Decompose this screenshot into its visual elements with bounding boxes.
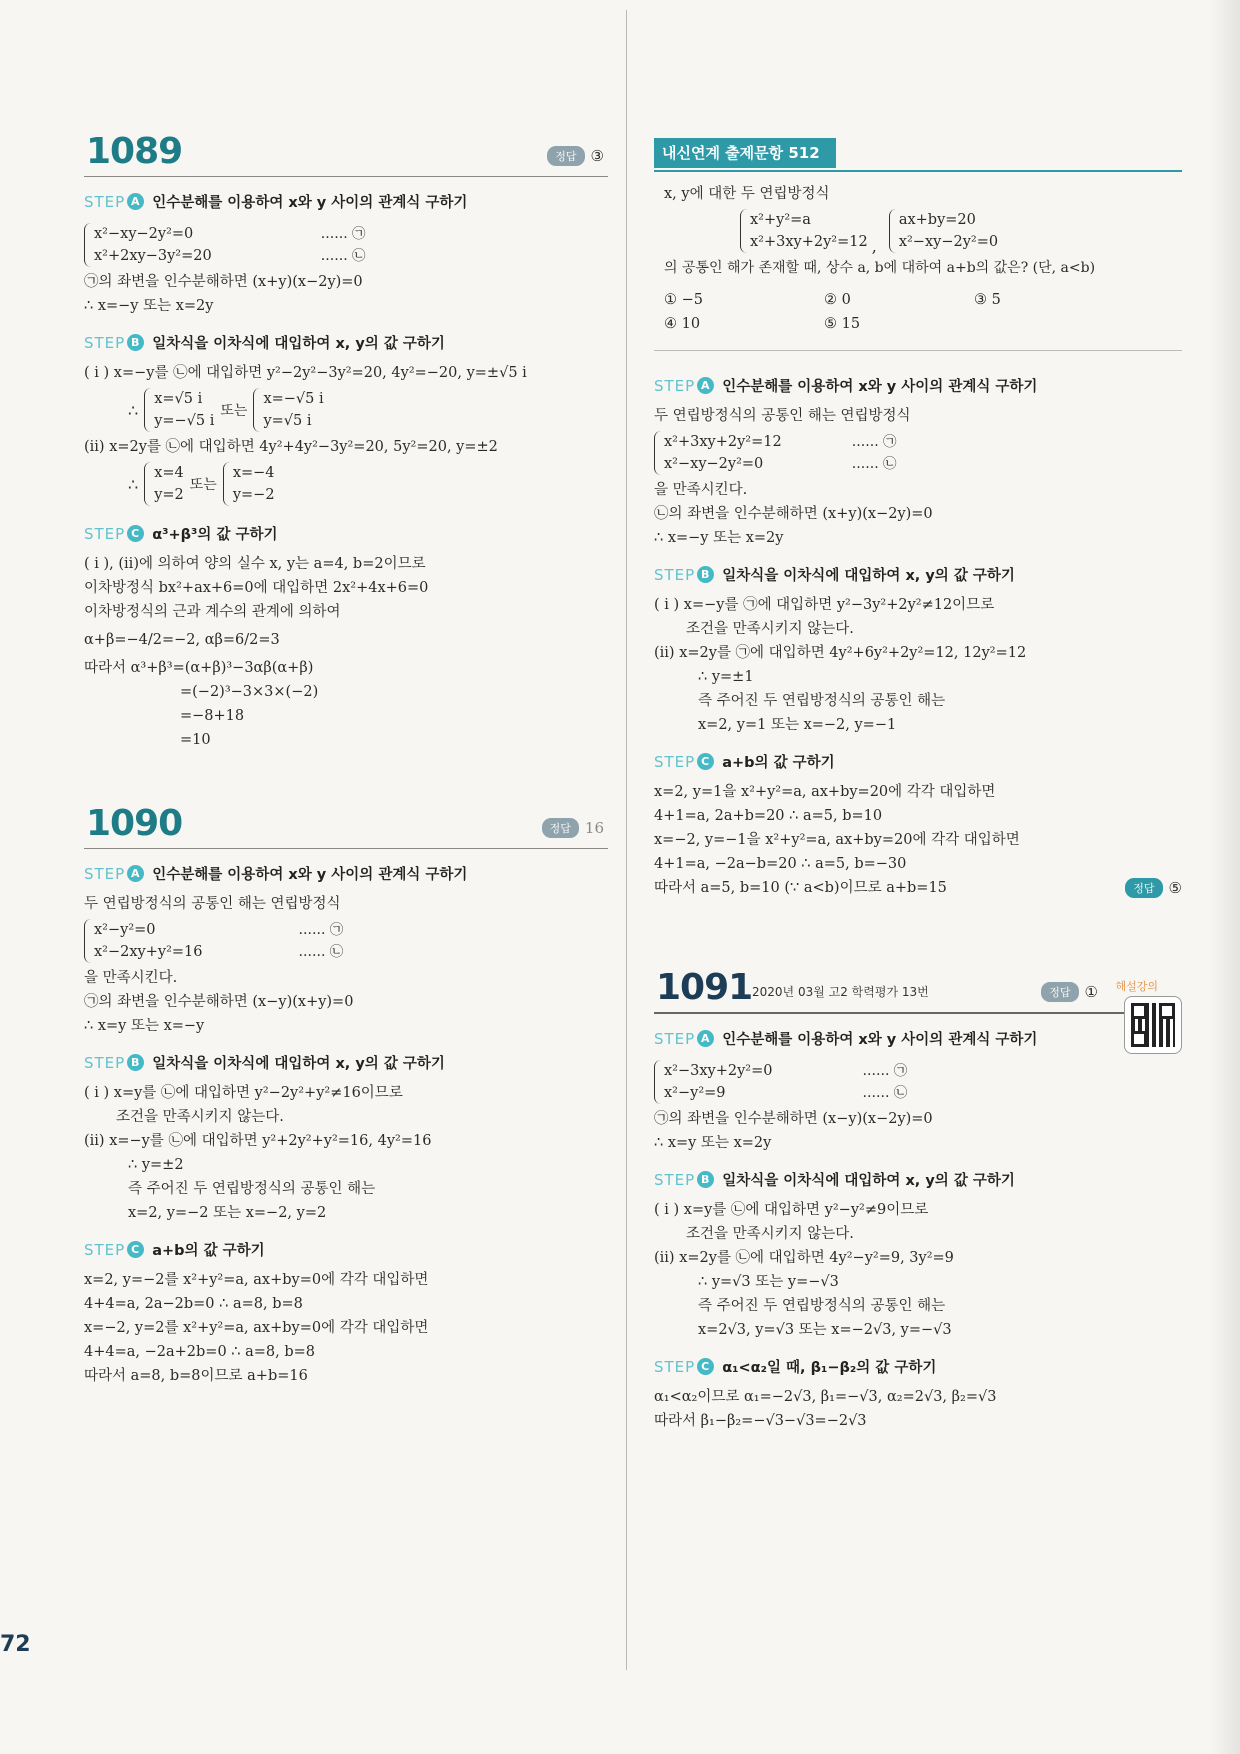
step-c: STEP C α₁<α₂일 때, β₁−β₂의 값 구하기 <box>654 1357 937 1376</box>
step-letter-icon: B <box>127 1054 144 1071</box>
step-letter-icon: C <box>697 1358 714 1375</box>
step-title: 일차식을 이차식에 대입하여 x, y의 값 구하기 <box>722 568 1015 584</box>
text-line: ( i ), (ii)에 의하여 양의 실수 x, y는 a=4, b=2이므로 <box>84 556 426 572</box>
step-a: STEP A 인수분해를 이용하여 x와 y 사이의 관계식 구하기 <box>84 864 468 883</box>
naesin-label: 내신연계 출제문항 512 <box>654 138 836 168</box>
step-a: STEP A 인수분해를 이용하여 x와 y 사이의 관계식 구하기 <box>654 1029 1038 1048</box>
text-line: (ii) x=−y를 ㉡에 대입하면 y²+2y²+y²=16, 4y²=16 <box>84 1133 432 1149</box>
step-title: 인수분해를 이용하여 x와 y 사이의 관계식 구하기 <box>152 867 468 883</box>
problem-1090-header <box>84 792 608 849</box>
text-line: 조건을 만족시키지 않는다. <box>686 621 854 637</box>
answer-value: ① <box>1084 983 1098 1001</box>
text-line: (ii) x=2y를 ㉡에 대입하면 4y²−y²=9, 3y²=9 <box>654 1250 954 1266</box>
text-line: ∴ x=y 또는 x=2y <box>654 1135 772 1151</box>
answer-value: 16 <box>584 819 604 837</box>
problem-number: 1090 <box>86 803 183 844</box>
step-a: STEP A 인수분해를 이용하여 x와 y 사이의 관계식 구하기 <box>84 192 468 211</box>
text-line: 4+1=a, −2a−b=20 ∴ a=5, b=−30 <box>654 856 907 872</box>
text-line: α+β=−4/2=−2, αβ=6/2=3 <box>84 632 280 648</box>
text-line: x=2, y=1을 x²+y²=a, ax+by=20에 각각 대입하면 <box>654 784 996 800</box>
left-column <box>84 120 608 1388</box>
step-letter-icon: B <box>127 334 144 351</box>
step-title: a+b의 값 구하기 <box>722 755 835 771</box>
text-line: (ii) x=2y를 ㉠에 대입하면 4y²+6y²+2y²=12, 12y²=12 <box>654 645 1027 661</box>
step-letter-icon: A <box>127 193 144 210</box>
text-line: 두 연립방정식의 공통인 해는 연립방정식 <box>654 408 911 424</box>
step-letter-icon: A <box>127 865 144 882</box>
step-b: STEP B 일차식을 이차식에 대입하여 x, y의 값 구하기 <box>84 333 445 352</box>
text-line: (ii) x=2y를 ㉡에 대입하면 4y²+4y²−3y²=20, 5y²=20, y=±2 <box>84 439 498 455</box>
qr-label: 해설강의 <box>1115 980 1158 993</box>
text-line: 따라서 β₁−β₂=−√3−√3=−2√3 <box>654 1413 867 1429</box>
text-line: 이차방정식 bx²+ax+6=0에 대입하면 2x²+4x+6=0 <box>84 580 429 596</box>
page-number: 72 <box>0 1632 31 1657</box>
text-line: 따라서 a=5, b=10 (∵ a<b)이므로 a+b=15 <box>654 880 947 896</box>
question-text: 의 공통인 해가 존재할 때, 상수 a, b에 대하여 a+b의 값은? (단, a<b) <box>664 260 1096 276</box>
text-line: ∴ y=±2 <box>128 1157 184 1173</box>
step-b: STEP B 일차식을 이차식에 대입하여 x, y의 값 구하기 <box>654 565 1015 584</box>
text-line: x=−2, y=2를 x²+y²=a, ax+by=0에 각각 대입하면 <box>84 1320 429 1336</box>
step-letter-icon: B <box>697 566 714 583</box>
text-line: ㉠의 좌변을 인수분해하면 (x+y)(x−2y)=0 <box>84 274 363 290</box>
text-line: ∴ y=±1 <box>698 669 754 685</box>
answer-badge: 정답 <box>1125 878 1162 898</box>
choice-1: ① −5 <box>664 292 703 308</box>
step-letter-icon: C <box>127 1241 144 1258</box>
step-b: STEP B 일차식을 이차식에 대입하여 x, y의 값 구하기 <box>654 1170 1015 1189</box>
text-line: ( i ) x=−y를 ㉡에 대입하면 y²−2y²−3y²=20, 4y²=−20, y=±√5 i <box>84 365 527 381</box>
text-line: ㉡의 좌변을 인수분해하면 (x+y)(x−2y)=0 <box>654 506 933 522</box>
answer-badge: 정답 <box>547 146 584 166</box>
problem-number: 1089 <box>86 131 183 172</box>
answer-badge: 정답 <box>542 818 579 838</box>
text-line: 4+4=a, −2a+2b=0 ∴ a=8, b=8 <box>84 1344 316 1360</box>
choice-3: ③ 5 <box>974 292 1001 308</box>
solution-system: ∴ x=4 y=2 또는 x=−4 y=−2 <box>84 459 608 509</box>
step-title: α³+β³의 값 구하기 <box>152 527 278 543</box>
text-line: x=2, y=1 또는 x=−2, y=−1 <box>698 717 897 733</box>
answer <box>1041 982 1098 1002</box>
text-line: x=2, y=−2를 x²+y²=a, ax+by=0에 각각 대입하면 <box>84 1272 429 1288</box>
text-line: 즉 주어진 두 연립방정식의 공통인 해는 <box>128 1181 376 1197</box>
equation-system: x²−y²=0 x²−2xy+y²=16 …… ㉠ …… ㉡ <box>84 916 608 966</box>
text-line: 4+4=a, 2a−2b=0 ∴ a=8, b=8 <box>84 1296 303 1312</box>
step-title: 인수분해를 이용하여 x와 y 사이의 관계식 구하기 <box>722 379 1038 395</box>
step-letter-icon: B <box>697 1171 714 1188</box>
step-letter-icon: C <box>697 753 714 770</box>
step-title: 인수분해를 이용하여 x와 y 사이의 관계식 구하기 <box>722 1032 1038 1048</box>
equation-system: x²−3xy+2y²=0 x²−y²=9 …… ㉠ …… ㉡ <box>654 1057 1182 1107</box>
step-c: STEP C α³+β³의 값 구하기 <box>84 524 278 543</box>
text-line: 을 만족시킨다. <box>84 970 178 986</box>
equation-system: x²−xy−2y²=0 x²+2xy−3y²=20 …… ㉠ …… ㉡ <box>84 220 608 270</box>
naesin-solution <box>654 350 1182 900</box>
step-c: STEP C a+b의 값 구하기 <box>84 1240 265 1259</box>
step-title: 인수분해를 이용하여 x와 y 사이의 관계식 구하기 <box>152 195 468 211</box>
answer <box>547 146 604 166</box>
text-line: 두 연립방정식의 공통인 해는 연립방정식 <box>84 896 341 912</box>
question-systems: x²+y²=a x²+3xy+2y²=12 , ax+by=20 x²−xy−2y²=0 <box>654 206 1182 256</box>
text-line: ㉠의 좌변을 인수분해하면 (x−y)(x−2y)=0 <box>654 1111 933 1127</box>
answer <box>542 818 604 838</box>
answer-value: ③ <box>590 147 604 165</box>
text-line: 따라서 a=8, b=8이므로 a+b=16 <box>84 1368 308 1384</box>
problem-number: 1091 <box>656 967 753 1008</box>
step-a: STEP A 인수분해를 이용하여 x와 y 사이의 관계식 구하기 <box>654 376 1038 395</box>
text-line: 즉 주어진 두 연립방정식의 공통인 해는 <box>698 693 946 709</box>
answer-choices <box>664 288 1182 336</box>
text-line: =10 <box>180 732 211 748</box>
text-line: 조건을 만족시키지 않는다. <box>686 1226 854 1242</box>
text-line: 4+1=a, 2a+b=20 ∴ a=5, b=10 <box>654 808 883 824</box>
text-line: x=2√3, y=√3 또는 x=−2√3, y=−√3 <box>698 1322 952 1338</box>
column-divider <box>626 10 627 1670</box>
step-title: 일차식을 이차식에 대입하여 x, y의 값 구하기 <box>152 1056 445 1072</box>
solution-system: ∴ x=√5 i y=−√5 i 또는 x=−√5 i y=√5 i <box>84 385 608 435</box>
answer-badge: 정답 <box>1041 982 1078 1002</box>
text-line: ∴ x=−y 또는 x=2y <box>654 530 784 546</box>
step-letter-icon: A <box>697 377 714 394</box>
answer <box>1125 878 1182 898</box>
step-c: STEP C a+b의 값 구하기 <box>654 752 835 771</box>
text-line: x=2, y=−2 또는 x=−2, y=2 <box>128 1205 327 1221</box>
problem-1089-header <box>84 120 608 177</box>
choice-4: ④ 10 <box>664 316 701 332</box>
step-letter-icon: C <box>127 525 144 542</box>
step-title: 일차식을 이차식에 대입하여 x, y의 값 구하기 <box>152 336 445 352</box>
step-letter-icon: A <box>697 1030 714 1047</box>
text-line: 을 만족시킨다. <box>654 482 748 498</box>
text-line: x=−2, y=−1을 x²+y²=a, ax+by=20에 각각 대입하면 <box>654 832 1020 848</box>
right-column <box>654 138 1182 1433</box>
step-title: 일차식을 이차식에 대입하여 x, y의 값 구하기 <box>722 1173 1015 1189</box>
text-line: ( i ) x=y를 ㉡에 대입하면 y²−2y²+y²≠16이므로 <box>84 1085 403 1101</box>
step-b: STEP B 일차식을 이차식에 대입하여 x, y의 값 구하기 <box>84 1053 445 1072</box>
choice-5: ⑤ 15 <box>824 316 861 332</box>
problem-1091-header <box>654 956 1182 1014</box>
text-line: =(−2)³−3×3×(−2) <box>180 684 319 700</box>
answer-value: ⑤ <box>1168 879 1182 897</box>
equation-system: x²+3xy+2y²=12 x²−xy−2y²=0 …… ㉠ …… ㉡ <box>654 428 1182 478</box>
text-line: 따라서 α³+β³=(α+β)³−3αβ(α+β) <box>84 660 314 676</box>
text-line: ( i ) x=−y를 ㉠에 대입하면 y²−3y²+2y²≠12이므로 <box>654 597 995 613</box>
qr-code-icon[interactable] <box>1124 996 1182 1054</box>
question-intro: x, y에 대한 두 연립방정식 <box>664 186 830 202</box>
text-line: ∴ x=−y 또는 x=2y <box>84 298 214 314</box>
text-line: 즉 주어진 두 연립방정식의 공통인 해는 <box>698 1298 946 1314</box>
text-line: =−8+18 <box>180 708 245 724</box>
step-title: α₁<α₂일 때, β₁−β₂의 값 구하기 <box>722 1360 937 1376</box>
problem-source: 2020년 03월 고2 학력평가 13번 <box>752 985 929 999</box>
text-line: ㉠의 좌변을 인수분해하면 (x−y)(x+y)=0 <box>84 994 354 1010</box>
text-line: 이차방정식의 근과 계수의 관계에 의하여 <box>84 604 341 620</box>
text-line: ( i ) x=y를 ㉡에 대입하면 y²−y²≠9이므로 <box>654 1202 929 1218</box>
page-edge <box>1210 0 1240 1754</box>
text-line: 조건을 만족시키지 않는다. <box>116 1109 284 1125</box>
step-title: a+b의 값 구하기 <box>152 1243 265 1259</box>
text-line: α₁<α₂이므로 α₁=−2√3, β₁=−√3, α₂=2√3, β₂=√3 <box>654 1389 997 1405</box>
text-line: ∴ y=√3 또는 y=−√3 <box>698 1274 839 1290</box>
naesin-header <box>654 138 1182 172</box>
choice-2: ② 0 <box>824 292 851 308</box>
text-line: ∴ x=y 또는 x=−y <box>84 1018 205 1034</box>
